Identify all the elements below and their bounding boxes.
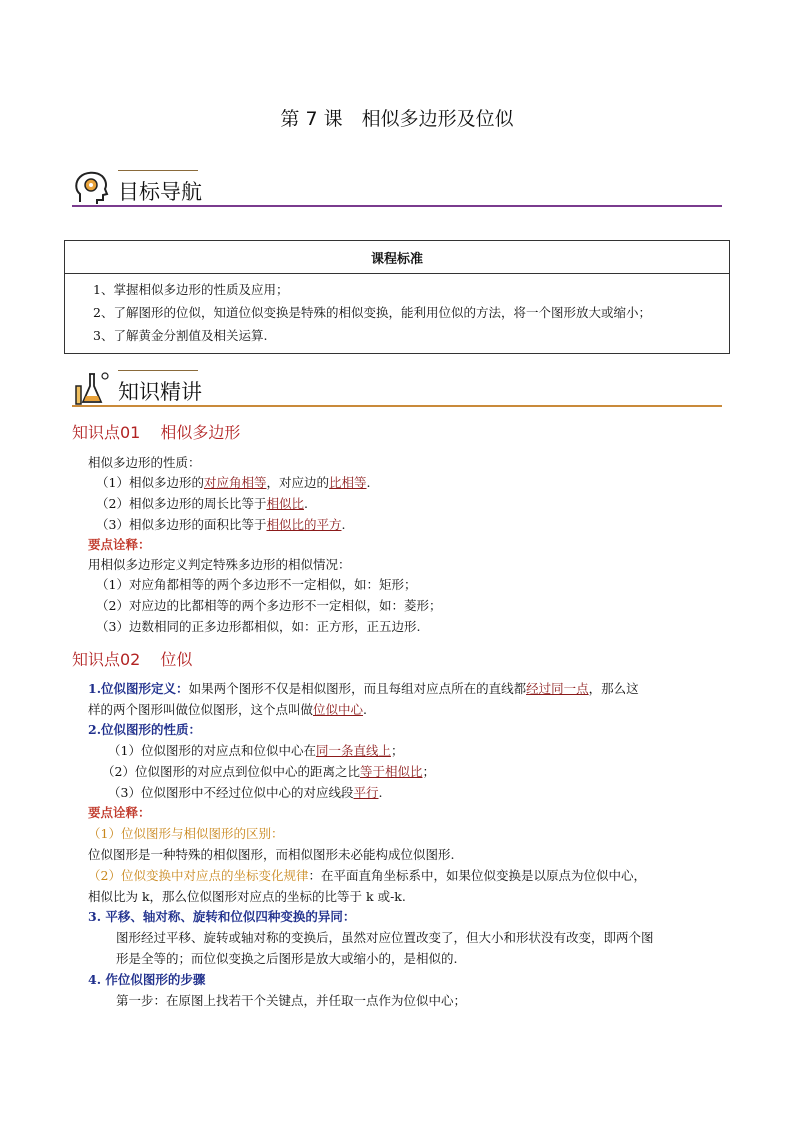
text-line: 形是全等的；而位似变换之后图形是放大或缩小的，是相似的. (116, 951, 458, 966)
knowledge-point-heading (72, 420, 240, 443)
text-line: 位似图形是一种特殊的相似图形，而相似图形未必能构成位似图形. (88, 847, 455, 862)
subheading: 2.位似图形的性质： (88, 722, 202, 737)
section-header-goals (72, 168, 722, 210)
kp-name: 位似 (160, 650, 193, 669)
text-line: （2）相似多边形的周长比等于相似比. (96, 496, 308, 511)
text-line: （1）相似多边形的对应角相等，对应边的比相等. (96, 475, 371, 490)
kp-name: 相似多边形 (160, 423, 241, 442)
text-line: （2）位似变换中对应点的坐标变化规律：在平面直角坐标系中，如果位似变换是以原点为位似中心， (88, 868, 646, 883)
text-line: （3）相似多边形的面积比等于相似比的平方. (96, 517, 346, 532)
page-title: 第 7 课 相似多边形及位似 (280, 108, 514, 130)
text-line: 相似多边形的性质： (88, 455, 201, 470)
subheading: （1）位似图形与相似图形的区别： (88, 826, 284, 841)
course-standards-table (64, 240, 730, 354)
section-header-knowledge (72, 368, 722, 410)
text-line: 第一步：在原图上找若干个关键点，并任取一点作为位似中心； (116, 993, 467, 1008)
text-line: （3）位似图形中不经过位似中心的对应线段平行. (108, 785, 383, 800)
head-gear-icon (72, 168, 112, 208)
text-line: 样的两个图形叫做位似图形，这个点叫做位似中心. (88, 702, 368, 717)
text-line: （1）位似图形的对应点和位似中心在同一条直线上； (108, 743, 404, 758)
text-line: （1）对应角都相等的两个多边形不一定相似，如：矩形； (96, 577, 417, 592)
subheading: 3. 平移、轴对称、旋转和位似四种变换的异同： (88, 909, 356, 924)
text-line: 图形经过平移、旋转或轴对称的变换后，虽然对应位置改变了，但大小和形状没有改变，即两个图 (116, 930, 654, 945)
table-cell (65, 274, 730, 354)
flask-icon (72, 368, 112, 408)
section-rule (72, 405, 722, 407)
note-heading: 要点诠释： (88, 805, 151, 820)
list-item: 1、掌握相似多边形的性质及应用； (93, 282, 289, 297)
table-header: 课程标准 (65, 241, 730, 274)
text-line: 1.位似图形定义：如果两个图形不仅是相似图形，而且每组对应点所在的直线都经过同一点，那么这 (88, 681, 639, 696)
knowledge-point-heading (72, 647, 192, 670)
list-item: 2、了解图形的位似，知道位似变换是特殊的相似变换，能利用位似的方法，将一个图形放大或缩小； (93, 305, 651, 320)
subheading: 4. 作位似图形的步骤 (88, 972, 206, 987)
text-line: （3）边数相同的正多边形都相似，如：正方形，正五边形. (96, 619, 421, 634)
section-title: 目标导航 (118, 180, 202, 204)
decor-line (118, 370, 198, 371)
note-heading: 要点诠释： (88, 537, 151, 552)
kp-number: 知识点01 (72, 423, 141, 442)
text-line: （2）对应边的比都相等的两个多边形不一定相似，如：菱形； (96, 598, 442, 613)
section-title: 知识精讲 (118, 380, 202, 404)
kp-number: 知识点02 (72, 650, 141, 669)
text-line: 相似比为 k，那么位似图形对应点的坐标的比等于 k 或-k. (88, 889, 406, 904)
section-rule (72, 205, 722, 207)
decor-line (118, 170, 198, 171)
text-line: 用相似多边形定义判定特殊多边形的相似情况： (88, 557, 351, 572)
text-line: （2）位似图形的对应点到位似中心的距离之比等于相似比； (102, 764, 435, 779)
list-item: 3、了解黄金分割值及相关运算. (93, 328, 268, 343)
